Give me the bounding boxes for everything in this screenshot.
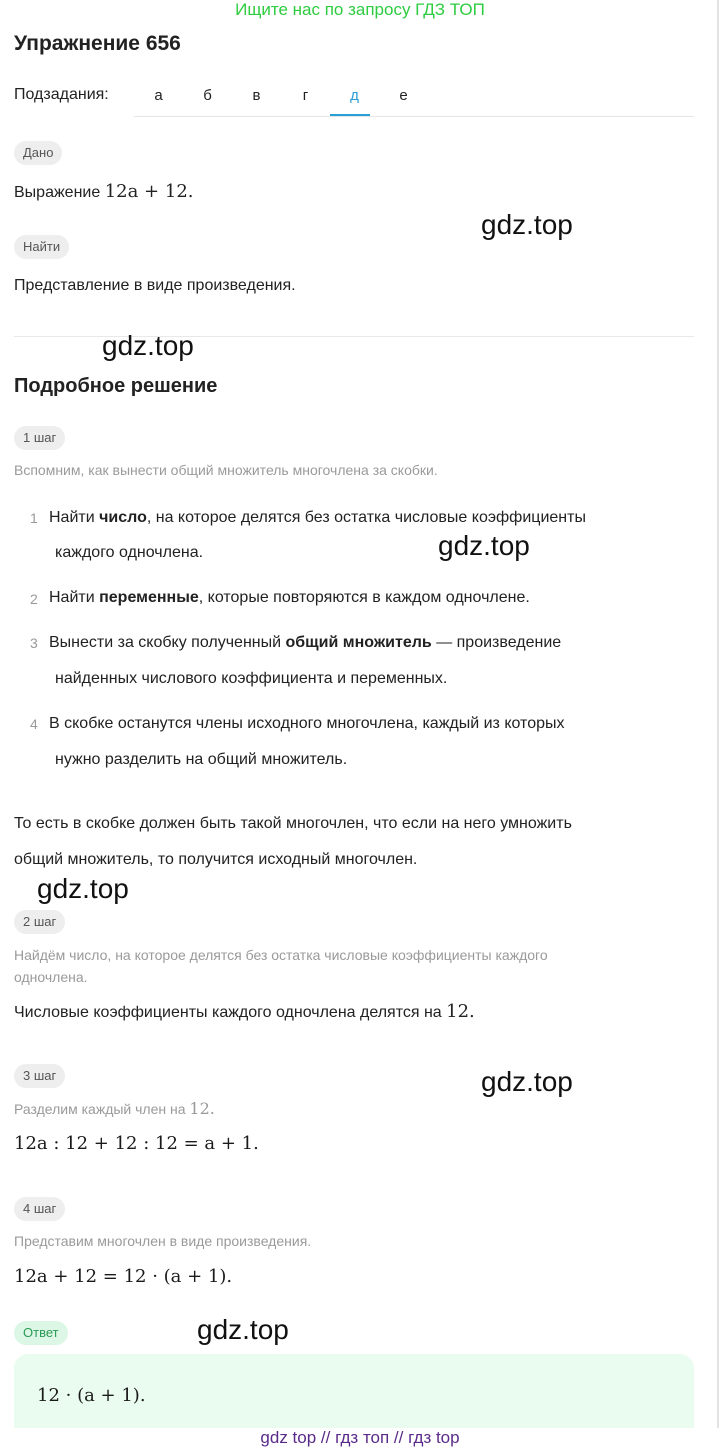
watermark-6: gdz.top	[197, 1314, 289, 1345]
answer-chip: Ответ	[14, 1321, 68, 1345]
tab-d[interactable]: д	[350, 87, 359, 104]
list-item-number: 2	[30, 591, 38, 607]
list-item-cont: каждого одночлена.	[55, 544, 204, 561]
step4-hint: Представим многочлен в виде произведения.	[14, 1233, 312, 1249]
list-item-number: 3	[30, 635, 38, 651]
watermark-4: gdz.top	[37, 873, 129, 904]
tab-g[interactable]: г	[302, 87, 309, 104]
watermark-2: gdz.top	[102, 330, 194, 361]
step2-math: 12.	[446, 1001, 475, 1022]
step3-chip: 3 шаг	[14, 1064, 65, 1088]
tab-b[interactable]: б	[203, 87, 212, 104]
step3-hint: Разделим каждый член на 12.	[14, 1099, 215, 1118]
tab-e[interactable]: е	[399, 87, 408, 104]
find-chip: Найти	[14, 235, 69, 259]
given-prefix: Выражение	[14, 184, 101, 201]
watermark-1: gdz.top	[481, 209, 573, 240]
page-title: Упражнение 656	[14, 32, 181, 55]
list-item: Вынести за скобку полученный общий множитель — произведение	[49, 634, 562, 651]
step2-chip: 2 шаг	[14, 910, 65, 934]
list-item: Найти число, на которое делятся без остатка числовые коэффициенты	[49, 509, 586, 526]
step2-hint-line1: Найдём число, на которое делятся без остатка числовые коэффициенты каждого	[14, 947, 548, 963]
active-tab-indicator	[330, 114, 370, 116]
step1-summary-line1: То есть в скобке должен быть такой многочлен, что если на него умножить	[14, 815, 572, 832]
answer-math: 12 · (a + 1).	[37, 1385, 146, 1406]
step2-text: Числовые коэффициенты каждого одночлена делятся на 12.	[14, 1001, 475, 1022]
list-item: Найти переменные, которые повторяются в каждом одночлене.	[49, 589, 530, 606]
step3-math: 12a : 12 + 12 : 12 = a + 1.	[14, 1133, 259, 1154]
list-item-cont: найденных числового коэффициента и переменных.	[55, 670, 448, 687]
list-item-number: 4	[30, 716, 38, 732]
promo-banner[interactable]: Ищите нас по запросу ГДЗ ТОП	[235, 0, 485, 19]
watermark-5: gdz.top	[481, 1066, 573, 1097]
step2-hint-line2: одночлена.	[14, 969, 88, 985]
given-math: 12a + 12.	[104, 181, 194, 202]
bottom-links[interactable]: gdz top // гдз топ // гдз top	[0, 1428, 720, 1454]
watermark-3: gdz.top	[438, 530, 530, 561]
list-item: В скобке останутся члены исходного многочлена, каждый из которых	[49, 715, 565, 732]
given-chip: Дано	[14, 141, 62, 165]
find-text: Представление в виде произведения.	[14, 277, 296, 294]
given-text	[14, 181, 194, 204]
list-item-cont: нужно разделить на общий множитель.	[55, 751, 348, 768]
step1-chip: 1 шаг	[14, 426, 65, 450]
step4-math: 12a + 12 = 12 · (a + 1).	[14, 1266, 233, 1287]
tab-v[interactable]: в	[252, 87, 261, 104]
subtasks-label: Подзадания:	[14, 86, 109, 103]
step1-hint: Вспомним, как вынести общий множитель многочлена за скобки.	[14, 462, 438, 478]
scrollbar-track[interactable]	[717, 0, 719, 1454]
step1-summary-line2: общий множитель, то получится исходный многочлен.	[14, 851, 418, 868]
list-item-number: 1	[30, 510, 38, 526]
solution-title: Подробное решение	[14, 375, 218, 397]
subtasks-tabs	[134, 78, 694, 117]
step4-chip: 4 шаг	[14, 1197, 65, 1221]
tab-a[interactable]: а	[154, 87, 163, 104]
